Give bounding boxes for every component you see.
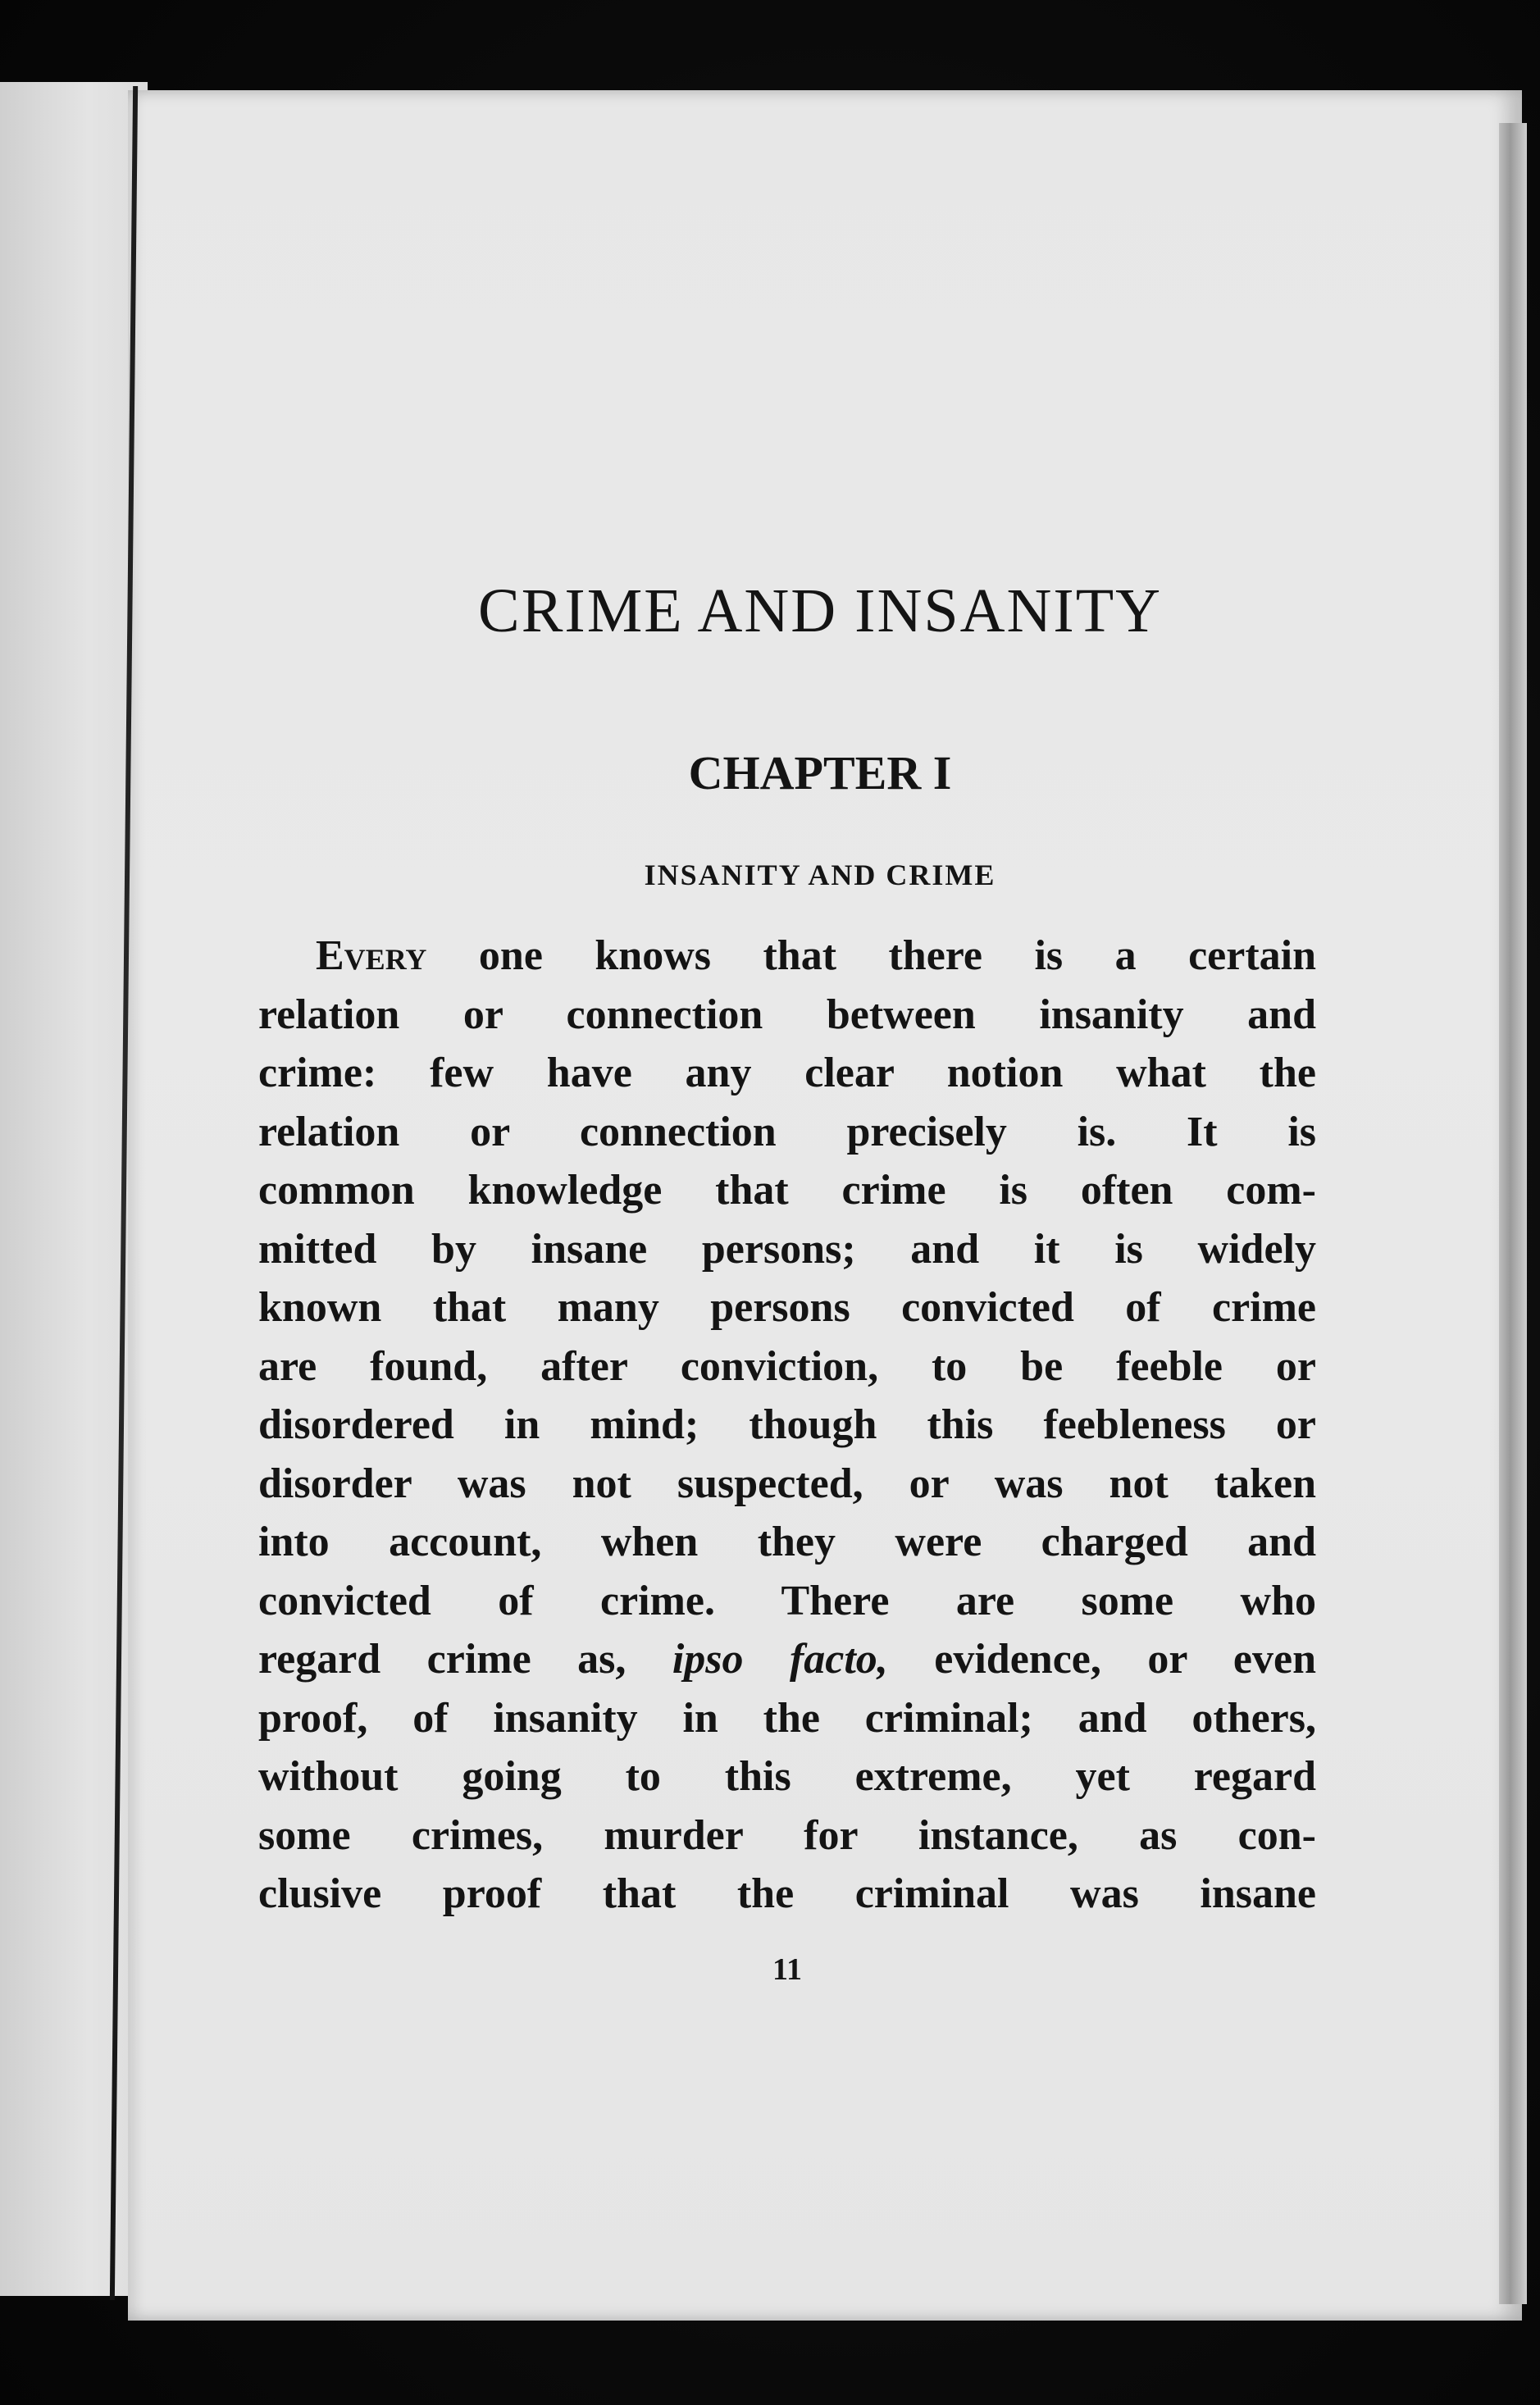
body-line: some crimes, murder for instance, as con- xyxy=(258,1811,1316,1859)
body-line: crime: few have any clear notion what the xyxy=(258,1050,1316,1096)
book-title: CRIME AND INSANITY xyxy=(478,576,1162,645)
body-line: disordered in mind; though this feebleness or xyxy=(258,1401,1316,1448)
italic-phrase: ipso facto, xyxy=(672,1636,888,1683)
body-line: clusive proof that the criminal was insane xyxy=(258,1870,1316,1917)
body-line: are found, after conviction, to be feeble or xyxy=(258,1342,1316,1390)
bleed-through xyxy=(271,221,1320,285)
body-line: relation or connection precisely is. It is xyxy=(258,1108,1316,1155)
page-edge xyxy=(1499,123,1527,2304)
body-line: proof, of insanity in the criminal; and others, xyxy=(258,1694,1316,1742)
page-number: 11 xyxy=(772,1952,802,1987)
body-line: disorder was not suspected, or was not taken xyxy=(258,1460,1316,1507)
page-text xyxy=(258,574,1316,1924)
body-line: known that many persons convicted of crime xyxy=(258,1284,1316,1331)
section-title: INSANITY AND CRIME xyxy=(644,859,996,891)
body-paragraph xyxy=(258,927,1316,1924)
body-line: relation or connection between insanity and xyxy=(258,991,1316,1038)
body-line: common knowledge that crime is often com- xyxy=(258,1167,1316,1214)
body-line: into account, when they were charged and xyxy=(258,1519,1316,1565)
body-line: regard crime as, ipso facto, evidence, or even xyxy=(258,1636,1316,1683)
body-line: convicted of crime. There are some who xyxy=(258,1577,1316,1624)
body-line: without going to this extreme, yet regard xyxy=(258,1753,1316,1800)
drop-word: Every xyxy=(316,932,427,979)
body-line: Every one knows that there is a certain xyxy=(316,932,1316,979)
chapter-heading: CHAPTER I xyxy=(688,746,952,799)
body-line: mitted by insane persons; and it is widely xyxy=(258,1225,1316,1273)
